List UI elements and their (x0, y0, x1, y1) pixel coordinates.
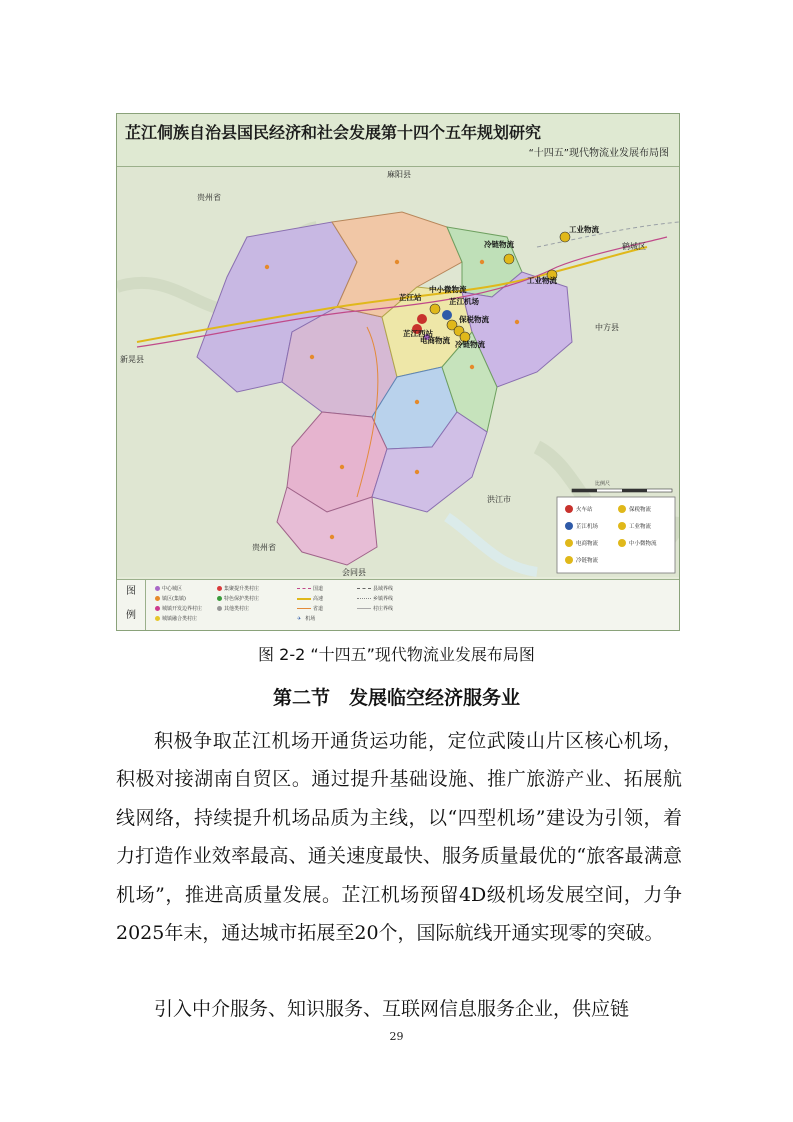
legend-item: 中心城区 (155, 585, 182, 592)
svg-text:工业物流: 工业物流 (629, 524, 652, 530)
map-label-hongjiang: 洪江市 (487, 495, 511, 504)
train-station-icon (417, 314, 427, 324)
airplane-icon (442, 310, 452, 320)
map-area (117, 167, 679, 577)
svg-text:火车站: 火车站 (576, 507, 593, 513)
svg-text:电商物流: 电商物流 (576, 541, 599, 547)
body-paragraph: 积极争取芷江机场开通货运功能，定位武陵山片区核心机场，积极对接湖南自贸区。通过提升基础设施、推广旅游产业、拓展航线网络，持续提升机场品质为主线，以“四型机场”建设为引领，着力打造作业效率最高、通关速度最快、服务质量最优的“旅客最满意机场”，推进高质量发展。芷江机场预留4D级机场发展空间，力争2025年末，通达城市拓展至20个，国际航线开通实现零的突破。 (116, 730, 682, 945)
legend-item: 高速 (297, 595, 323, 602)
map-label-zhijiang-airport: 芷江机场 (449, 297, 479, 306)
svg-text:冷链物流: 冷链物流 (576, 558, 599, 564)
body-paragraph: 引入中介服务、知识服务、互联网信息服务企业，供应链 (154, 998, 630, 1020)
map-label-guizhou-south: 贵州省 (252, 543, 276, 552)
legend-item: 村庄界线 (357, 605, 393, 612)
legend-item: 其他类村庄 (217, 605, 249, 612)
map-figure (116, 113, 680, 631)
map-label-zhijiang-west-station: 芷江西站 (403, 329, 433, 338)
map-label-industrial-logistics: 工业物流 (569, 225, 599, 234)
map-label-industrial-logistics-2: 工业物流 (527, 276, 557, 285)
map-label-ecommerce-logistics: 电商物流 (420, 336, 450, 345)
sme-logistics-icon (430, 304, 440, 314)
map-label-bonded-logistics: 保税物流 (459, 315, 489, 324)
figure-caption: 图 2-2 “十四五”现代物流业发展布局图 (258, 645, 535, 664)
figure-title: 芷江侗族自治县国民经济和社会发展第十四个五年规划研究 (125, 123, 542, 142)
svg-text:保税物流: 保税物流 (629, 507, 652, 513)
svg-text:芷江机场: 芷江机场 (576, 524, 599, 530)
map-label-guizhou-north: 贵州省 (197, 193, 221, 202)
svg-text:比例尺: 比例尺 (595, 481, 611, 487)
legend-item: 集聚提升类村庄 (217, 585, 259, 592)
map-label-zhongfang: 中方县 (595, 323, 619, 332)
figure-header (117, 114, 679, 167)
figure-subtitle: “十四五”现代物流业发展布局图 (528, 148, 669, 159)
legend-item: 镇区(集镇) (155, 595, 186, 602)
legend-item: 国道 (297, 585, 323, 592)
logistics-map (117, 167, 679, 577)
section-heading: 第二节 发展临空经济服务业 (272, 687, 520, 709)
legend-item: 城镇融合类村庄 (155, 615, 197, 622)
map-label-zhijiang-station: 芷江站 (399, 293, 422, 302)
legend-item: ✈ 机场 (297, 616, 316, 622)
legend-item: 城镇开发边界村庄 (155, 605, 202, 612)
legend-strip (117, 579, 679, 631)
legend-item: 省道 (297, 605, 323, 612)
map-label-mayang: 麻阳县 (387, 170, 411, 179)
cold-chain-logistics-icon (504, 254, 514, 264)
page-number: 29 (389, 1030, 404, 1043)
map-label-huitong: 会同县 (342, 568, 366, 577)
map-label-sme-logistics: 中小微物流 (429, 285, 467, 294)
map-label-cold-chain-logistics-2: 冷链物流 (455, 340, 485, 349)
legend-heading: 图 例 (117, 580, 146, 631)
legend-item: 乡镇界线 (357, 595, 393, 602)
icon-legend (557, 497, 675, 573)
map-label-xinhuang: 新晃县 (120, 355, 144, 364)
map-label-hecheng: 鹤城区 (622, 242, 646, 251)
svg-text:中小微物流: 中小微物流 (629, 541, 657, 547)
map-label-cold-chain-logistics: 冷链物流 (484, 240, 514, 249)
legend-item: 县域界线 (357, 585, 393, 592)
legend-item: 特色保护类村庄 (217, 595, 259, 602)
